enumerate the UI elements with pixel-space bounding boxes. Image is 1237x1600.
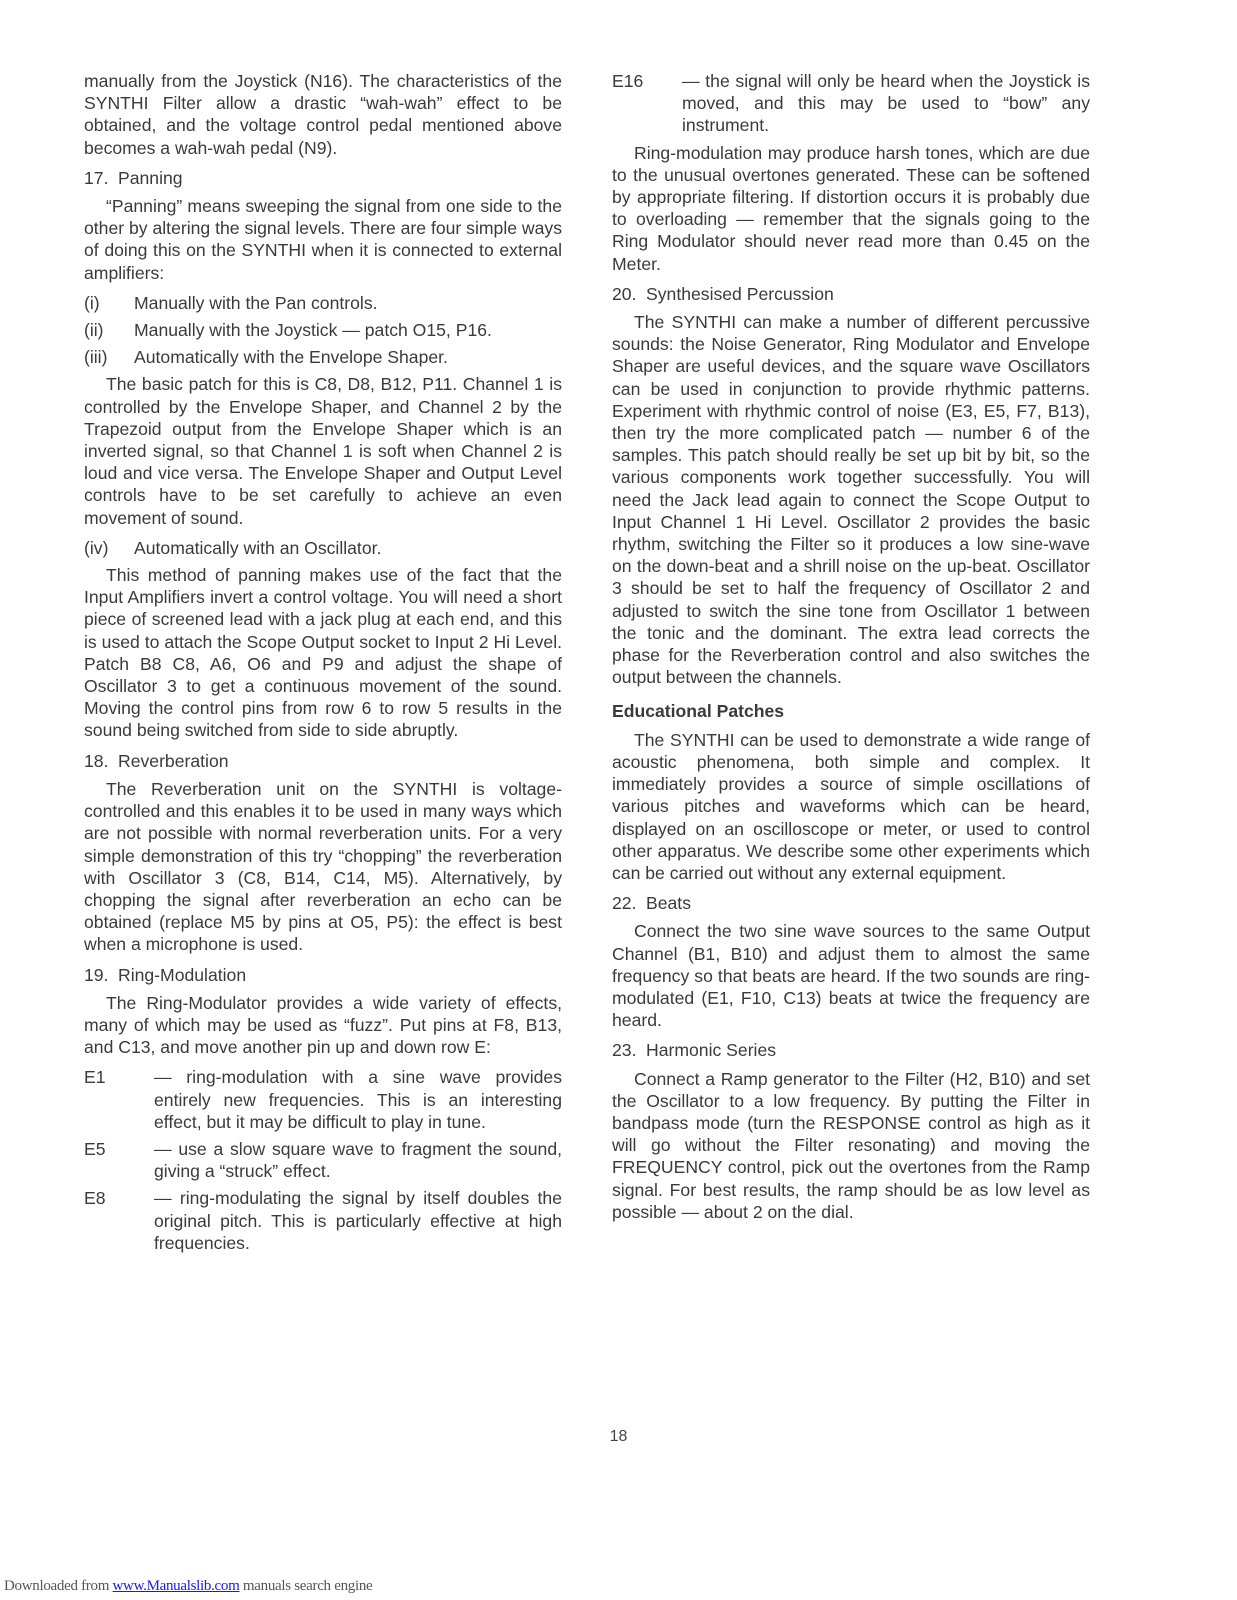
paragraph: The SYNTHI can make a number of different percussive sounds: the Noise Generator, Ring Modulator and Envelope Shaper are useful devices, and the square wave Oscillators can be used in conjunction to provide rhythmic patterns. Experiment with rhythmic control of noise (E3, E5, F7, B13), then try the more complicated patch — number 6 of the samples. This patch should really be set up bit by bit, so the various components work together successfully. You will need the Jack lead again to connect the Scope Output to Input Channel 1 Hi Level. Oscillator 2 provides the basic rhythm, switching the Filter so it produces a low sine-wave on the down-beat and a shrill noise on the up-beat. Oscillator 3 should be set to half the frequency of Oscillator 2 and adjusted to switch the sine tone from Oscillator 1 between the tonic and the dominant. The extra lead corrects the phase for the Reverberation control and also switches the output between the channels. bbox=[612, 312, 1090, 688]
section-number: 19. bbox=[84, 964, 109, 985]
paragraph: The Reverberation unit on the SYNTHI is voltage-controlled and this enables it to be used in many ways which are not possible with normal reverberation units. For a very simple demonstration of this try “chopping” the reverberation with Oscillator 3 (C8, B14, C14, M5). Alternatively, by chopping the signal after reverberation an echo can be obtained (replace M5 by pins at O5, P5): the effect is best when a microphone is used. bbox=[84, 778, 562, 955]
list-item bbox=[84, 292, 562, 314]
paragraph: Connect a Ramp generator to the Filter (H2, B10) and set the Oscillator to a low frequency. By putting the Filter in bandpass mode (turn the RESPONSE control as high as it will go without the Filter resonating) and moving the FREQUENCY control, pick out the overtones from the Ramp signal. For best results, the ramp should be as low level as possible — about 2 on the dial. bbox=[612, 1068, 1090, 1222]
list-label: (iv) bbox=[84, 537, 109, 558]
patch-text: — the signal will only be heard when the Joystick is moved, and this may be used to “bow” any instrument. bbox=[682, 71, 1090, 136]
paragraph: The Ring-Modulator provides a wide variety of effects, many of which may be used as “fuzz”. Put pins at F8, B13, and C13, and move another pin up and down row E: bbox=[84, 992, 562, 1058]
list-text: Automatically with the Envelope Shaper. bbox=[134, 347, 448, 368]
list-text: Automatically with an Oscillator. bbox=[134, 537, 382, 558]
section-number: 18. bbox=[84, 750, 109, 771]
list-label: (ii) bbox=[84, 320, 104, 341]
footer-suffix: manuals search engine bbox=[239, 1578, 373, 1594]
section-title: Ring-Modulation bbox=[118, 964, 247, 985]
list-label: (iii) bbox=[84, 347, 108, 368]
section-number: 20. bbox=[612, 283, 637, 304]
paragraph: The basic patch for this is C8, D8, B12, P11. Channel 1 is controlled by the Envelope Shaper, and Channel 2 by the Trapezoid output from the Envelope Shaper which is an inverted signal, so that Channel 1 is soft when Channel 2 is loud and vice versa. The Envelope Shaper and Output Level controls have to be set carefully to achieve an even movement of sound. bbox=[84, 374, 562, 528]
section-heading-harmonic-series bbox=[612, 1039, 1090, 1061]
educational-patches-heading: Educational Patches bbox=[612, 701, 785, 722]
download-footer bbox=[4, 1578, 372, 1595]
patch-text: — ring-modulation with a sine wave provides entirely new frequencies. This is an interesting effect, but it may be difficult to play in tune. bbox=[154, 1067, 562, 1132]
section-title: Harmonic Series bbox=[646, 1040, 777, 1061]
patch-text: — ring-modulating the signal by itself doubles the original pitch. This is particularly effective at high frequencies. bbox=[154, 1188, 562, 1253]
right-column bbox=[612, 70, 1090, 1231]
section-title: Reverberation bbox=[118, 750, 229, 771]
manualslib-link[interactable]: www.Manualslib.com bbox=[112, 1578, 240, 1594]
paragraph: “Panning” means sweeping the signal from one side to the other by altering the signal levels. There are four simple ways of doing this on the SYNTHI when it is connected to external amplifiers: bbox=[84, 196, 562, 283]
paragraph: The SYNTHI can be used to demonstrate a wide range of acoustic phenomena, both simple and complex. It immediately provides a source of simple oscillations of various pitches and waveforms which can be heard, displayed on an oscilloscope or meter, or used to control other apparatus. We describe some other experiments which can be carried out without any external equipment. bbox=[612, 729, 1090, 883]
section-number: 22. bbox=[612, 893, 637, 914]
section-heading-ring-modulation bbox=[84, 964, 562, 986]
section-heading-panning bbox=[84, 167, 562, 189]
patch-label: E1 bbox=[84, 1067, 106, 1088]
left-column bbox=[84, 70, 562, 1259]
section-number: 23. bbox=[612, 1040, 637, 1061]
patch-row bbox=[84, 1187, 562, 1254]
list-text: Manually with the Pan controls. bbox=[134, 292, 378, 313]
patch-label: E16 bbox=[612, 71, 644, 91]
patch-row bbox=[84, 1138, 562, 1182]
section-heading-percussion bbox=[612, 283, 1090, 305]
patch-label: E5 bbox=[84, 1138, 106, 1159]
page-number: 18 bbox=[609, 1428, 628, 1445]
section-title: Beats bbox=[646, 893, 691, 914]
paragraph: This method of panning makes use of the fact that the Input Amplifiers invert a control voltage. You will need a short piece of screened lead with a jack plug at each end, and this is used to attach the Scope Output socket to Input 2 Hi Level. Patch B8 C8, A6, O6 and P9 and adjust the shape of Oscillator 3 to get a continuous movement of the sound. Moving the control pins from row 6 to row 5 results in the sound being switched from side to side abruptly. bbox=[84, 565, 562, 741]
patch-label: E8 bbox=[84, 1188, 106, 1209]
paragraph: Ring-modulation may produce harsh tones, which are due to the unusual overtones generated. These can be softened by appropriate filtering. If distortion occurs it is probably due to overloading — remember that the signals going to the Ring Modulator should never read more than 0.45 on the Meter. bbox=[612, 142, 1090, 274]
section-title: Panning bbox=[118, 167, 183, 188]
patch-row bbox=[612, 70, 1090, 137]
list-text: Manually with the Joystick — patch O15, P16. bbox=[134, 320, 492, 341]
patch-row bbox=[84, 1066, 562, 1133]
section-heading-beats bbox=[612, 892, 1090, 914]
paragraph: Connect the two sine wave sources to the same Output Channel (B1, B10) and adjust them to almost the same frequency so that beats are heard. If the two sounds are ring-modulated (E1, F10, C13) beats at twice the frequency are heard. bbox=[612, 921, 1090, 1031]
section-heading-reverberation bbox=[84, 750, 562, 772]
paragraph: manually from the Joystick (N16). The characteristics of the SYNTHI Filter allow a drastic “wah-wah” effect to be obtained, and the voltage control pedal mentioned above becomes a wah-wah pedal (N9). bbox=[84, 71, 562, 158]
section-number: 17. bbox=[84, 167, 109, 188]
list-item bbox=[84, 319, 562, 341]
patch-text: — use a slow square wave to fragment the sound, giving a “struck” effect. bbox=[154, 1138, 562, 1182]
list-item bbox=[84, 346, 562, 368]
footer-prefix: Downloaded from bbox=[4, 1578, 113, 1594]
list-item bbox=[84, 537, 562, 559]
section-title: Synthesised Percussion bbox=[646, 283, 834, 304]
list-label: (i) bbox=[84, 292, 100, 313]
